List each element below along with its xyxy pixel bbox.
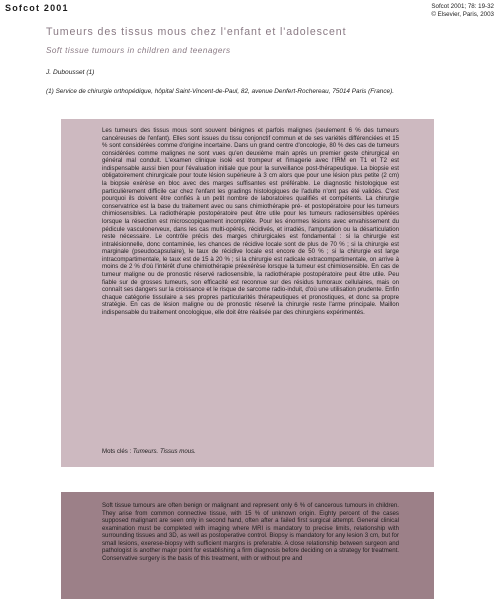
abstract-en-box — [61, 492, 434, 599]
citation: Sofcot 2001; 78: 19-32 — [431, 3, 494, 10]
keywords-values: Tumeurs. Tissus mous. — [132, 448, 196, 455]
article-subtitle: Soft tissue tumours in children and teenagers — [46, 46, 231, 55]
author: J. Dubousset (1) — [46, 69, 95, 76]
keywords-label: Mots clés : — [102, 448, 132, 455]
journal-name: Sofcot 2001 — [5, 3, 69, 13]
abstract-fr-text: Les tumeurs des tissus mous sont souvent bénignes et parfois malignes (seulement 6 % des tumeurs cancéreuses de l'enfant). Elles sont issues du tissu conjonctif commun et de ses variétés différenciées et 15 % sont considérées comme d'origine incertaine. Dans un grand centre d'oncologie, 80 % des cas de tumeurs considérées comme malignes ne sont vues qu'en deuxième main après un premier geste chirurgical en général mal conduit. L'examen clinique isolé est trompeur et l'imagerie avec l'IRM en T1 et T2 est indispensable aussi bien pour l'évaluation initiale que pour la surveillance post-thérapeutique. La biopsie est obligatoirement chirurgicale pour toute lésion supérieure à 3 cm alors que pour une lésion plus petite (2 cm) la biopsie exérèse en bloc avec des marges suffisantes est préférable. Le diagnostic histologique est particulièrement difficile car chez l'enfant les gradings histologiques de l'adulte n'ont pas été validés. C'est pourquoi ils doivent être confiés à un petit nombre de laboratoires qualifiés et compétents. La chirurgie conservatrice est la base du traitement avec ou sans chimiothérapie pré- et postopératoire pour les tumeurs chimiosensibles. La radiothérapie postopératoire peut être utile pour les tumeurs radiosensibles opérées lorsque la résection est microscopiquement incomplète. Pour les énormes lésions avec envahissement du pédicule vasculonerveux, dans les cas multi-opérés, récidivés, et irradiés, l'amputation ou la désarticulation reste nécessaire. Le contrôle précis des marges chirurgicales est fondamental : si la chirurgie est intralésionnelle, donc contaminée, les chances de récidive locale sont de plus de 70 % ; si la chirurgie est marginale (pseudocapsulaire), le taux de récidive locale est encore de 50 % ; si la chirurgie est large intracompartimentale, le taux est de 15 à 20 % ; si la chirurgie est radicale extracompartimentale, on arrive à moins de 2 % d'où l'intérêt d'une chimiothérapie préexérèse lorsque la tumeur est chimiosensible. En cas de tumeur maligne ou de pronostic réservé radiosensible, la radiothérapie postopératoire peut être utile. Peu fiable sur de grosses tumeurs, son efficacité est reconnue sur des résidus tumoraux cellulaires, mais on connaît ses dangers sur la croissance et le risque de sarcome radio-induit, d'où une utilisation prudente. Enfin chaque catégorie tissulaire a ses propres particularités thérapeutiques et pronostiques, et donc sa propre stratégie. En cas de lésion maligne ou de pronostic réservé la chirurgie reste l'arme principale. Maillon indispensable du traitement oncologique, elle doit être réalisée par des chirurgiens expérimentés. — [102, 127, 399, 316]
affiliation: (1) Service de chirurgie orthopédique, hôpital Saint-Vincent-de-Paul, 82, avenue Denfert-Rochereau, 75014 Paris (France). — [46, 88, 395, 95]
abstract-fr-box — [61, 119, 434, 467]
keywords-line — [102, 448, 196, 455]
publisher: © Elsevier, Paris, 2003 — [431, 11, 494, 18]
citation-block — [431, 3, 494, 19]
abstract-en-text: Soft tissue tumours are often benign or malignant and represent only 6 % of cancerous tumours in children. They arise from common connective tissue, with 15 % of unknown origin. Eighty percent of the cases supposed malignant are seen only in second hand, often after a failed first surgical attempt. General clinical examination must be completed with imaging where MRI is mandatory to precise limits, relationship with surrounding tissues and 3D, as well as postoperative control. Biopsy is mandatory for any lesion 3 cm, but for small lesions, exerese-biopsy with sufficient margins is preferable. A close relationship between surgeon and pathologist is another major point for establishing a firm diagnosis before deciding on a strategy for treatment. Conservative surgery is the basis of this treatment, with or without pre and — [102, 502, 399, 563]
article-title: Tumeurs des tissus mous chez l'enfant et l'adolescent — [46, 26, 347, 38]
